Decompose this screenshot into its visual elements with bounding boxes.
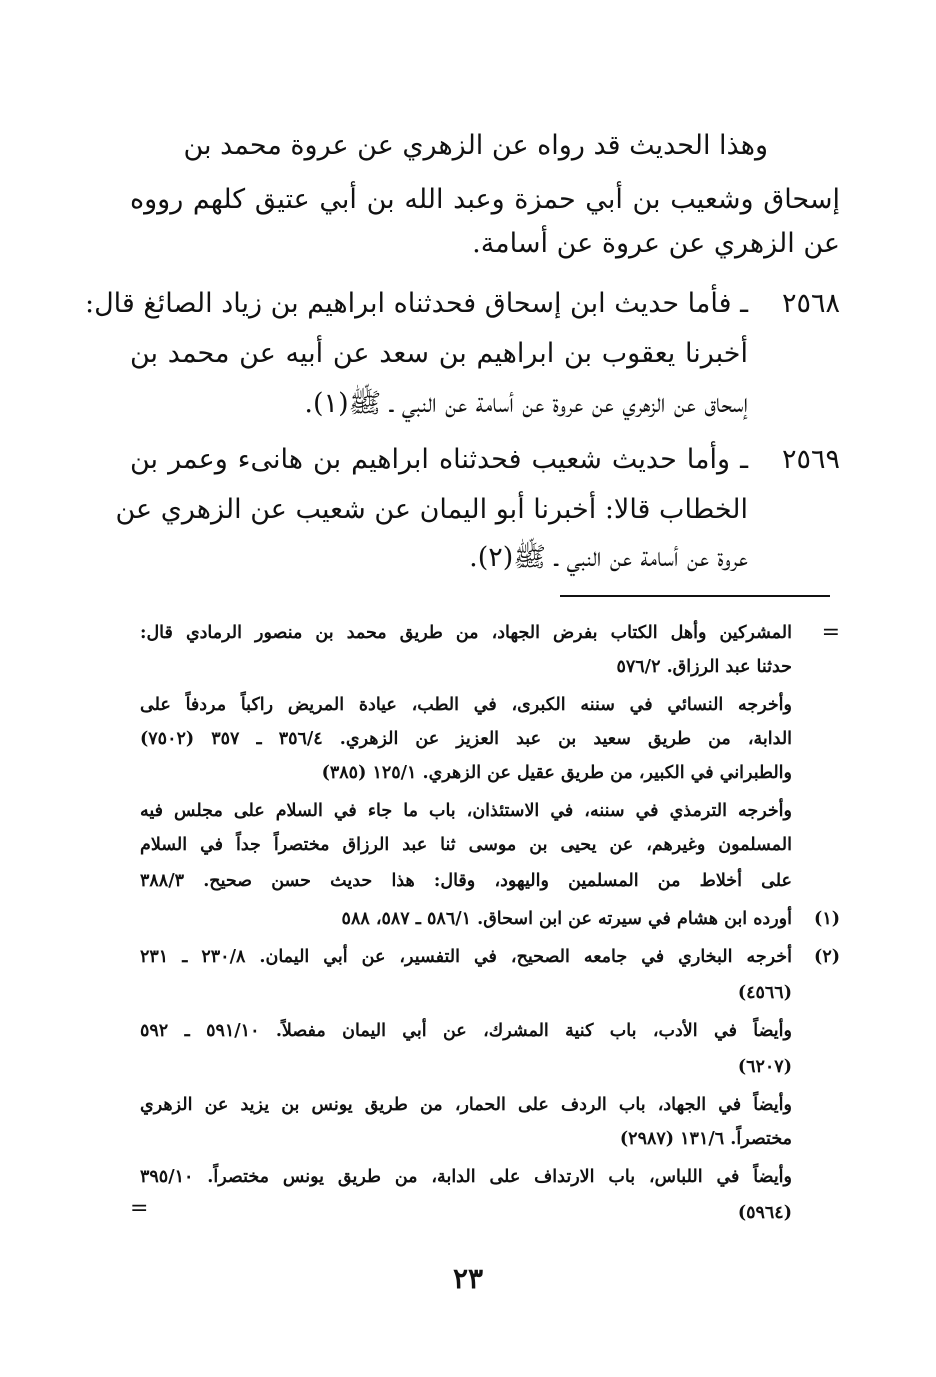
- footnote-line: المشركين وأهل الكتاب بفرض الجهاد، من طريق محمد بن منصور الرمادي قال:: [140, 623, 792, 643]
- hadith-number: ٢٥٦٩: [781, 444, 840, 475]
- entry-line: إسحاق عن الزهري عن عروة عن أسامة عن النبي ـ ﷺ(١).: [304, 388, 748, 419]
- entry-line: عروة عن أسامة عن النبي ـ ﷺ(٢).: [469, 542, 748, 573]
- footnote-line: وأيضاً في الأدب، باب كنية المشرك، عن أبي اليمان مفصلاً. ٥٩١/١٠ ـ ٥٩٢: [140, 1021, 792, 1041]
- footnote-line: وأيضاً في الجهاد، باب الردف على الحمار، من طريق يونس بن يزيد عن الزهري: [140, 1095, 792, 1115]
- para1-line: عن الزهري عن عروة عن أسامة.: [472, 228, 840, 259]
- entry-2569: [130, 432, 840, 488]
- continued-mark: =: [130, 1196, 149, 1221]
- footnote-line: وأخرجه الترمذي في سننه، في الاستئذان، باب ما جاء في السلام على مجلس فيه: [140, 801, 792, 821]
- para1-line: إسحاق وشعيب بن أبي حمزة وعبد الله بن أبي عتيق كلهم رووه: [130, 184, 840, 215]
- footnote-line: والطبراني في الكبير، من طريق عقيل عن الزهري. ١٢٥/١ (٣٨٥): [321, 763, 792, 783]
- footnote-line: (٦٢٠٧): [737, 1057, 792, 1077]
- entry-line: ـ وأما حديث شعيب فحدثناه ابراهيم بن هانىء وعمر بن: [130, 444, 748, 475]
- footnote-line: المسلمون وغيرهم، عن يحيى بن موسى ثنا عبد الرزاق مختصراً جداً في السلام: [140, 835, 792, 855]
- footnote-separator: [560, 595, 830, 597]
- footnote-line: وأيضاً في اللباس، باب الارتداف على الدابة، من طريق يونس مختصراً. ٣٩٥/١٠: [140, 1167, 792, 1187]
- entry-line: أخبرنا يعقوب بن ابراهيم بن سعد عن أبيه عن محمد بن: [130, 338, 748, 369]
- footnote-line: وأخرجه النسائي في سننه الكبرى، في الطب، عيادة المريض راكباً مردفاً على: [140, 695, 792, 715]
- footnote-marker: (٢): [814, 947, 840, 967]
- page-number: ٢٣: [452, 1262, 484, 1295]
- entry-line: الخطاب قالا: أخبرنا أبو اليمان عن شعيب عن الزهري عن: [115, 494, 748, 525]
- footnote-marker: (١): [814, 909, 840, 929]
- continuation-mark: =: [821, 620, 840, 645]
- footnote-line: الدابة، من طريق سعيد بن عبد العزيز عن الزهري. ٣٥٦/٤ ـ ٣٥٧ (٧٥٠٢): [140, 729, 793, 749]
- footnote-line: على أخلاط من المسلمين واليهود، وقال: هذا حديث حسن صحيح. ٣٨٨/٣: [140, 871, 792, 891]
- hadith-number: ٢٥٦٨: [781, 288, 840, 319]
- footnote-line: حدثنا عبد الرزاق. ٥٧٦/٢: [616, 657, 792, 677]
- footnote-2: (٢) أخرجه البخاري في جامعه الصحيح، في التفسير، عن أبي اليمان. ٢٣٠/٨ ـ ٢٣١: [140, 940, 840, 974]
- para1-line: وهذا الحديث قد رواه عن الزهري عن عروة محمد بن: [183, 130, 768, 161]
- footnote-line: (٤٥٦٦): [737, 983, 792, 1003]
- footnote-line: مختصراً. ١٣١/٦ (٢٩٨٧): [619, 1129, 792, 1149]
- entry-2568: [84, 276, 840, 332]
- footnote-1: (١) أورده ابن هشام في سيرته عن ابن اسحاق. ٥٨٦/١ ـ ٥٨٧، ٥٨٨: [140, 902, 840, 936]
- footnote-line: (٥٩٦٤): [737, 1203, 792, 1223]
- entry-line: ـ فأما حديث ابن إسحاق فحدثناه ابراهيم بن زياد الصائغ قال:: [84, 288, 748, 319]
